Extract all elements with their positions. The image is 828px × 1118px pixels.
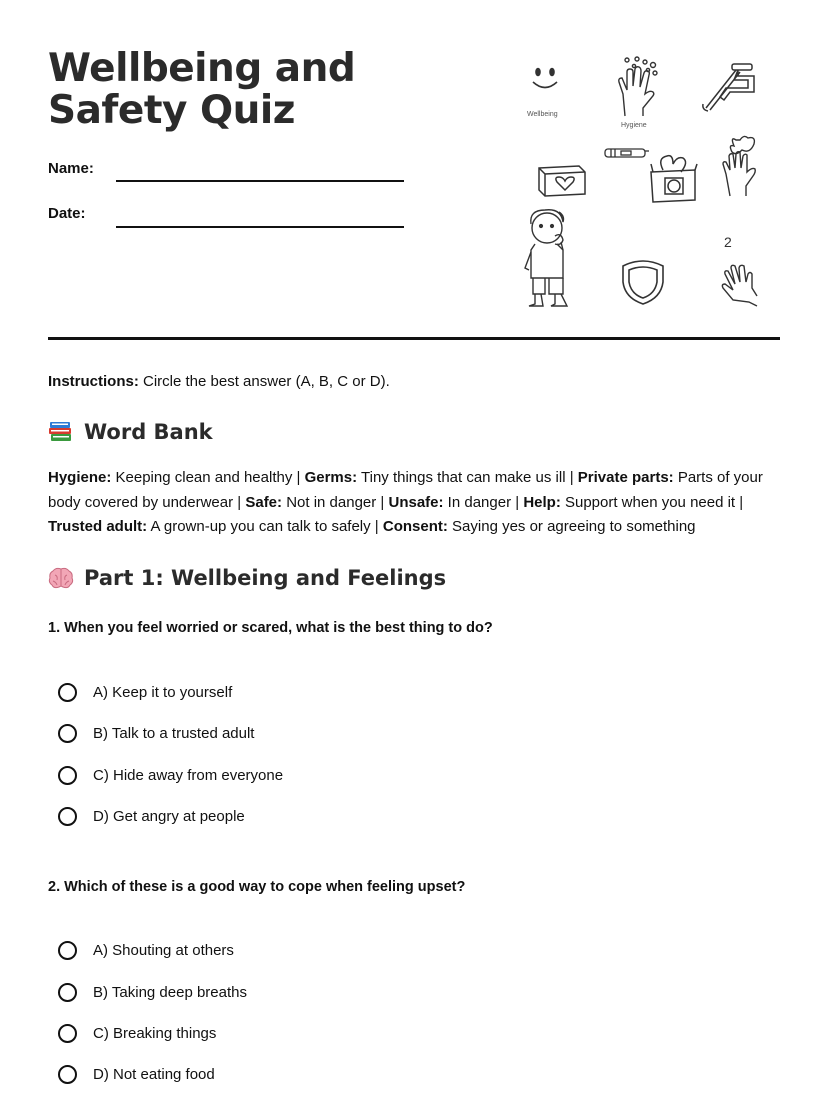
option-label: C) Hide away from everyone <box>93 767 284 784</box>
word-bank-heading <box>48 420 213 444</box>
illustration-collage <box>515 48 780 318</box>
tap-icon <box>700 62 758 112</box>
answer-circle[interactable] <box>58 683 77 702</box>
question-1: 1. When you feel worried or scared, what is the best thing to do? <box>48 620 493 636</box>
answer-option[interactable] <box>58 1024 216 1043</box>
hand-washing-icon <box>615 56 663 118</box>
child-icon <box>521 206 577 310</box>
hand-icon <box>719 262 763 308</box>
name-field[interactable] <box>116 180 404 182</box>
definition: Parts of your body covered by underwear | <box>48 469 763 511</box>
answer-circle[interactable] <box>58 1065 77 1084</box>
answer-circle[interactable] <box>58 1024 77 1043</box>
option-label: A) Shouting at others <box>93 942 234 959</box>
answer-circle[interactable] <box>58 807 77 826</box>
definition: Saying yes or agreeing to something <box>447 518 696 535</box>
heart-box-icon <box>535 160 589 200</box>
question-2: 2. Which of these is a good way to cope when feeling upset? <box>48 879 466 895</box>
definition: Not in danger | <box>282 493 389 511</box>
date-label: Date: <box>48 205 86 222</box>
option-label: D) Get angry at people <box>93 808 245 825</box>
books-icon <box>48 420 74 444</box>
answer-circle[interactable] <box>58 941 77 960</box>
option-label: A) Keep it to yourself <box>93 684 233 701</box>
answer-option[interactable] <box>58 724 254 743</box>
term: Germs: <box>304 469 358 486</box>
definition: A grown-up you can talk to safely | <box>147 518 383 535</box>
instructions-label: Instructions: <box>48 373 139 390</box>
shield-icon <box>621 258 665 306</box>
definition: In danger | <box>443 493 524 511</box>
definition: Tiny things that can make us ill | <box>357 469 578 486</box>
option-label: D) Not eating food <box>93 1066 215 1083</box>
option-label: B) Taking deep breaths <box>93 984 247 1001</box>
term: Private parts: <box>577 469 674 486</box>
option-label: B) Talk to a trusted adult <box>93 725 255 742</box>
tissue-box-icon <box>647 152 699 204</box>
word-bank-title: Word Bank <box>84 420 213 444</box>
term: Help: <box>523 493 561 511</box>
answer-option[interactable] <box>58 766 283 785</box>
word-bank-text <box>48 466 784 540</box>
term: Unsafe: <box>388 493 444 511</box>
term: Hygiene: <box>48 469 112 486</box>
wellbeing-caption: Wellbeing <box>527 111 558 118</box>
part1-title: Part 1: Wellbeing and Feelings <box>84 566 447 590</box>
answer-circle[interactable] <box>58 983 77 1002</box>
answer-option[interactable] <box>58 1065 215 1084</box>
quiz-title: Wellbeing and Safety Quiz <box>48 46 356 133</box>
answer-option[interactable] <box>58 941 234 960</box>
smiley-face-icon <box>527 62 563 98</box>
hygiene-caption: Hygiene <box>621 122 647 129</box>
definition: Keeping clean and healthy | <box>111 469 305 486</box>
answer-circle[interactable] <box>58 766 77 785</box>
option-label: C) Breaking things <box>93 1025 217 1042</box>
instructions-text: Circle the best answer (A, B, C or D). <box>138 373 390 390</box>
answer-option[interactable] <box>58 807 245 826</box>
header-divider <box>48 337 780 340</box>
answer-circle[interactable] <box>58 724 77 743</box>
term: Consent: <box>382 518 448 535</box>
instructions <box>48 373 390 390</box>
name-label: Name: <box>48 160 94 177</box>
part1-heading <box>48 566 446 590</box>
hand-with-tissue-icon <box>720 134 760 198</box>
date-field[interactable] <box>116 226 404 228</box>
term: Safe: <box>245 493 283 511</box>
answer-option[interactable] <box>58 683 232 702</box>
answer-option[interactable] <box>58 983 247 1002</box>
brain-icon <box>48 566 74 590</box>
term: Trusted adult: <box>48 518 148 535</box>
number-label: 2 <box>724 234 732 250</box>
toothbrush-icon <box>603 146 651 160</box>
definition: Support when you need it | <box>560 493 744 511</box>
